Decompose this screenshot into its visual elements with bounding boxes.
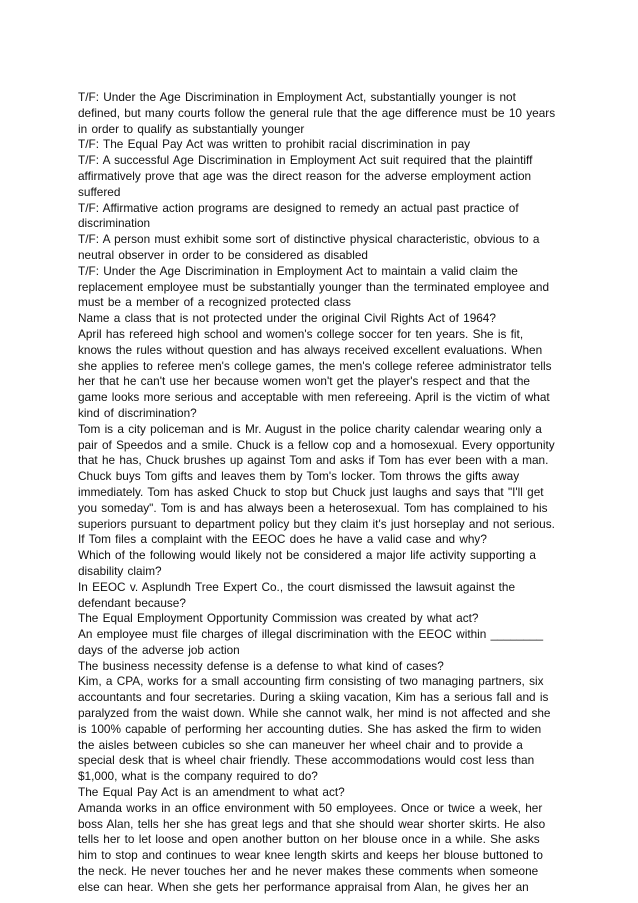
- text-line: Kim, a CPA, works for a small accounting firm consisting of two managing partners, six: [78, 674, 544, 689]
- text-line: T/F: Under the Age Discrimination in Employment Act to maintain a valid claim the: [78, 263, 518, 278]
- text-line: the aisles between cubicles so she can maneuver her wheel chair and to provide a: [78, 737, 523, 752]
- question-equal-pay-racial: [78, 137, 558, 153]
- text-line: that he has, Chuck brushes up against Tom and asks if Tom has ever been with a man.: [78, 453, 549, 468]
- question-tom-policeman: [78, 422, 558, 548]
- text-line: defined, but many courts follow the general rule that the age difference must be 10 years: [78, 105, 556, 120]
- text-line: April has refereed high school and women's college soccer for ten years. She is fit,: [78, 326, 524, 341]
- text-line: Name a class that is not protected under the original Civil Rights Act of 1964?: [78, 311, 496, 326]
- question-eeoc-asplundh: [78, 580, 558, 612]
- question-adea-direct-reason: [78, 153, 558, 200]
- text-line: special desk that is wheel chair friendly. These accommodations would cost less than: [78, 753, 535, 768]
- text-line: T/F: Affirmative action programs are designed to remedy an actual past practice of: [78, 200, 519, 215]
- question-eeoc-created: [78, 611, 558, 627]
- text-line: immediately. Tom has asked Chuck to stop but Chuck just laughs and says that "I'll get: [78, 484, 544, 499]
- text-line: $1,000, what is the company required to do?: [78, 769, 318, 784]
- text-line: affirmatively prove that age was the direct reason for the adverse employment action: [78, 168, 532, 183]
- text-line: days of the adverse job action: [78, 642, 240, 657]
- text-line: paralyzed from the waist down. While she cannot walk, her mind is not affected and she: [78, 706, 551, 721]
- question-april-referee: [78, 327, 558, 422]
- question-affirmative-action: [78, 201, 558, 233]
- question-major-life-activity: [78, 548, 558, 580]
- text-line: disability claim?: [78, 563, 162, 578]
- text-line: kind of discrimination?: [78, 405, 197, 420]
- text-line: T/F: Under the Age Discrimination in Employment Act, substantially younger is not: [78, 90, 516, 104]
- text-line: An employee must file charges of illegal discrimination with the EEOC within ________: [78, 627, 544, 642]
- text-line: game looks more serious and acceptable with men refereeing. April is the victim of what: [78, 390, 550, 405]
- question-adea-replacement: [78, 264, 558, 311]
- text-line: Amanda works in an office environment with 50 employees. Once or twice a week, her: [78, 800, 543, 815]
- text-line: pair of Speedos and a smile. Chuck is a fellow cop and a homosexual. Every opportunity: [78, 437, 555, 452]
- text-line: is 100% capable of performing her accounting duties. She has asked the firm to widen: [78, 721, 542, 736]
- text-line: else can hear. When she gets her performance appraisal from Alan, he gives her an: [78, 879, 529, 894]
- text-line: The business necessity defense is a defense to what kind of cases?: [78, 658, 444, 673]
- question-unprotected-class: [78, 311, 558, 327]
- text-line: tells her to let loose and open another button on her blouse once in a while. She asks: [78, 832, 540, 847]
- text-line: discrimination: [78, 216, 151, 231]
- question-equal-pay-amendment: [78, 785, 558, 801]
- text-line: In EEOC v. Asplundh Tree Expert Co., the court dismissed the lawsuit against the: [78, 579, 516, 594]
- document-page: [78, 90, 558, 896]
- text-line: accountants and four secretaries. During a skiing vacation, Kim has a serious fall and is: [78, 690, 549, 705]
- text-line: neutral observer in order to be considered as disabled: [78, 247, 368, 262]
- question-amanda-office: [78, 801, 558, 896]
- text-line: T/F: A person must exhibit some sort of distinctive physical characteristic, obvious to a: [78, 232, 540, 247]
- text-line: her that he can't use her because women won't get the player's respect and that the: [78, 374, 530, 389]
- text-line: Which of the following would likely not be considered a major life activity supporting a: [78, 548, 536, 563]
- text-line: boss Alan, tells her she has great legs and that she should wear shorter skirts. He also: [78, 816, 546, 831]
- text-line: the neck. He never touches her and he never makes these comments when someone: [78, 864, 539, 879]
- text-line: superiors pursuant to department policy but they claim it's just horseplay and not serious.: [78, 516, 555, 531]
- question-business-necessity: [78, 659, 558, 675]
- text-line: she applies to referee men's college games, the men's college referee administrator tells: [78, 358, 552, 373]
- text-line: replacement employee must be substantially younger than the terminated employee and: [78, 279, 550, 294]
- text-line: must be a member of a recognized protected class: [78, 295, 351, 310]
- text-line: him to stop and continues to wear knee length skirts and keeps her blouse buttoned to: [78, 848, 543, 863]
- text-line: If Tom files a complaint with the EEOC does he have a valid case and why?: [78, 532, 487, 547]
- question-age-substantially-younger: [78, 90, 558, 137]
- text-line: knows the rules without question and has always received excellent evaluations. When: [78, 342, 543, 357]
- question-kim-cpa: [78, 674, 558, 785]
- text-line: T/F: The Equal Pay Act was written to prohibit racial discrimination in pay: [78, 137, 471, 152]
- text-line: The Equal Employment Opportunity Commission was created by what act?: [78, 611, 479, 626]
- text-line: Chuck buys Tom gifts and leaves them by Tom's locker. Tom throws the gifts away: [78, 469, 520, 484]
- text-line: T/F: A successful Age Discrimination in Employment Act suit required that the plaintiff: [78, 153, 533, 168]
- text-line: you someday". Tom is and has always been a heterosexual. Tom has complained to his: [78, 500, 548, 515]
- text-line: Tom is a city policeman and is Mr. August in the police charity calendar wearing only a: [78, 421, 542, 436]
- text-line: suffered: [78, 184, 121, 199]
- text-line: defendant because?: [78, 595, 186, 610]
- question-filing-deadline: [78, 627, 558, 659]
- question-disability-characteristic: [78, 232, 558, 264]
- text-line: The Equal Pay Act is an amendment to what act?: [78, 785, 345, 800]
- text-line: in order to qualify as substantially younger: [78, 121, 305, 136]
